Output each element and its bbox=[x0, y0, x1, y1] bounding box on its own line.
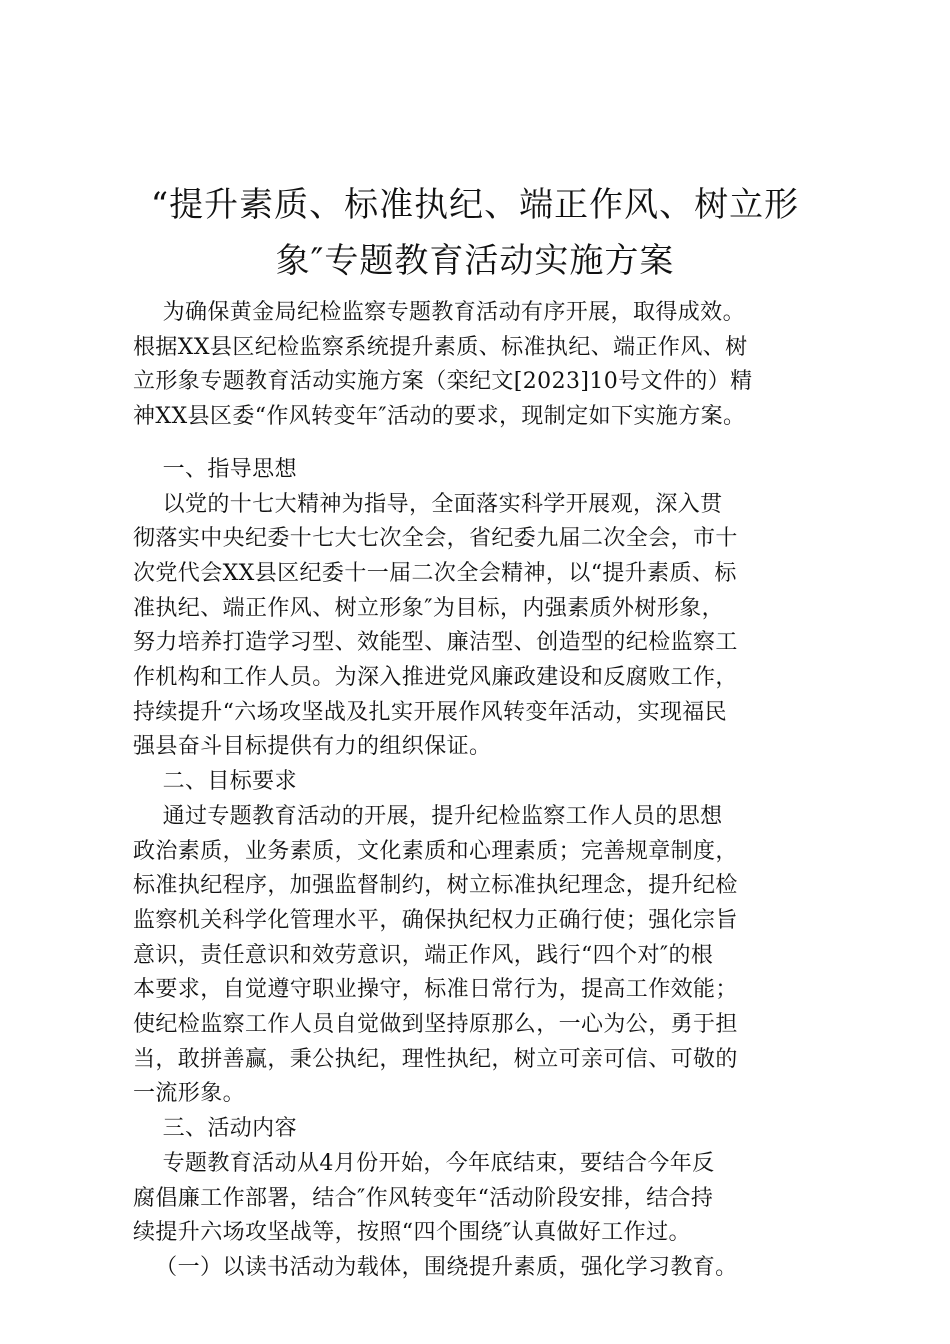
body-line: 专题教育活动从4月份开始，今年底结束，要结合今年反 bbox=[133, 1150, 715, 1176]
body-line: 作机构和工作人员。为深入推进党风廉政建设和反腐败工作， bbox=[133, 665, 738, 690]
body-line: 根据XX县区纪检监察系统提升素质、标准执纪、端正作风、树 bbox=[133, 334, 748, 360]
body-line: 续提升六场攻坚战等，按照“四个围绕″认真做好工作过。 bbox=[133, 1220, 691, 1246]
body-line: 努力培养打造学习型、效能型、廉洁型、创造型的纪检监察工 bbox=[133, 630, 738, 656]
body-line: 二、目标要求 bbox=[133, 769, 297, 795]
body-line: 一、指导思想 bbox=[133, 456, 297, 482]
body-line: 准执纪、端正作风、树立形象″为目标，内强素质外树形象， bbox=[133, 595, 725, 621]
document-title-line-1: “提升素质、标准执纪、端正作风、树立形 bbox=[150, 185, 800, 225]
body-line: 强县奋斗目标提供有力的组织保证。 bbox=[133, 734, 492, 760]
body-line: 政治素质，业务素质，文化素质和心理素质；完善规章制度， bbox=[133, 838, 738, 864]
body-line: 意识，责任意识和效劳意识，端正作风，践行“四个对″的根 bbox=[133, 942, 714, 968]
body-line: 通过专题教育活动的开展，提升纪检监察工作人员的思想 bbox=[133, 803, 723, 829]
body-line: 立形象专题教育活动实施方案（栾纪文[2023]10号文件的）精 bbox=[133, 369, 753, 395]
body-line: （一）以读书活动为载体，围绕提升素质，强化学习教育。 bbox=[133, 1254, 738, 1280]
body-line: 腐倡廉工作部署，结合″作风转变年“活动阶段安排，结合持 bbox=[133, 1185, 714, 1211]
body-line: 以党的十七大精神为指导，全面落实科学开展观，深入贯 bbox=[133, 491, 723, 517]
body-line: 持续提升“六场攻坚战及扎实开展作风转变年活动，实现福民 bbox=[133, 699, 728, 725]
body-line: 使纪检监察工作人员自觉做到坚持原那么，一心为公，勇于担 bbox=[133, 1012, 738, 1037]
body-line: 一流形象。 bbox=[133, 1081, 246, 1107]
body-line: 次党代会XX县区纪委十一届二次全会精神，以“提升素质、标 bbox=[133, 560, 737, 586]
body-line: 神XX县区委“作风转变年″活动的要求，现制定如下实施方案。 bbox=[133, 404, 746, 430]
body-line: 标准执纪程序，加强监督制约，树立标准执纪理念，提升纪检 bbox=[133, 873, 738, 899]
document-title-line-2: 象″专题教育活动实施方案 bbox=[275, 241, 675, 281]
body-line: 三、活动内容 bbox=[133, 1116, 297, 1142]
body-line: 当，敢拼善赢，秉公执纪，理性执纪，树立可亲可信、可敬的 bbox=[133, 1046, 738, 1072]
body-line: 本要求，自觉遵守职业操守，标准日常行为，提高工作效能； bbox=[133, 977, 738, 1003]
body-line: 彻落实中央纪委十七大七次全会，省纪委九届二次全会，市十 bbox=[133, 526, 738, 552]
body-line: 为确保黄金局纪检监察专题教育活动有序开展，取得成效。 bbox=[133, 300, 745, 325]
body-line: 监察机关科学化管理水平，确保执纪权力正确行使；强化宗旨 bbox=[133, 907, 738, 933]
